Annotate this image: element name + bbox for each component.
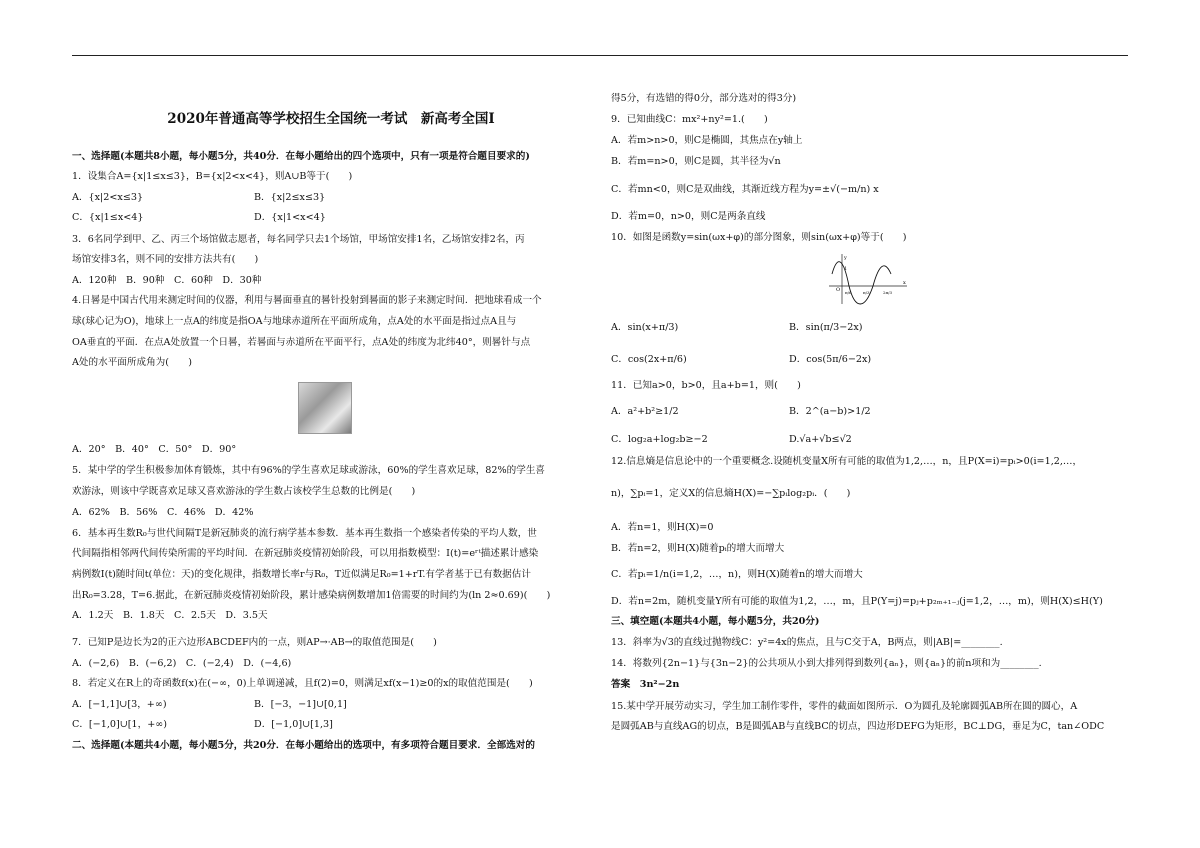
question-15-line2: 是圆弧AB与直线AG的切点，B是圆弧AB与直线BC的切点，四边形DEFG为矩形，BC⊥DG，垂足为C，tan∠ODC — [611, 721, 1105, 732]
q1-option-b: B．{x|2≤x≤3} — [254, 192, 326, 203]
question-6-line2: 代间隔指相邻两代间传染所需的平均时间．在新冠肺炎疫情初始阶段，可以用指数模型：I(t)=eʳᵗ描述累计感染 — [72, 548, 539, 559]
question-3-line1: 3．6名同学到甲、乙、丙三个场馆做志愿者，每名同学只去1个场馆，甲场馆安排1名，乙场馆安排2名，丙 — [72, 234, 525, 245]
q11-option-d: D.√a+√b≤√2 — [789, 434, 852, 445]
question-15-line1: 15.某中学开展劳动实习，学生加工制作零件，零件的截面如图所示．O为圆孔及轮廓圆弧AB所在圆的圆心，A — [611, 701, 1078, 712]
q10-option-c: C．cos(2x+π/6) — [611, 354, 687, 365]
q11-option-c: C．log₂a+log₂b≥−2 — [611, 434, 708, 445]
q1-option-a: A．{x|2<x≤3} — [72, 192, 144, 203]
sundial-figure — [298, 382, 352, 434]
q9-option-b: B．若m=n>0，则C是圆，其半径为√n — [611, 156, 781, 167]
graph-label-pi6: π/6 — [845, 290, 852, 295]
question-10: 10．如图是函数y=sin(ωx+φ)的部分图象，则sin(ωx+φ)等于( ) — [611, 232, 907, 243]
question-4-line3: OA垂直的平面．在点A处放置一个日晷，若晷面与赤道所在平面平行，点A处的纬度为北纬40°，则晷针与点 — [72, 337, 531, 348]
question-12-line2: n)，∑pᵢ=1，定义X的信息熵H(X)=−∑pᵢlog₂pᵢ．( ) — [611, 488, 851, 499]
q10-option-d: D．cos(5π/6−2x) — [789, 354, 872, 365]
question-13: 13．斜率为√3的直线过抛物线C：y²=4x的焦点，且与C交于A，B两点，则|AB|=________. — [611, 637, 1003, 648]
graph-label-origin: O — [836, 287, 841, 293]
question-6-line1: 6．基本再生数R₀与世代间隔T是新冠肺炎的流行病学基本参数．基本再生数指一个感染者传染的平均人数，世 — [72, 528, 537, 539]
question-12-line1: 12.信息熵是信息论中的一个重要概念.设随机变量X所有可能的取值为1,2,…，n，且P(X=i)=pᵢ>0(i=1,2,…， — [611, 456, 1083, 467]
sine-graph-figure — [827, 252, 909, 306]
question-5-line2: 欢游泳，则该中学既喜欢足球又喜欢游泳的学生数占该校学生总数的比例是( ) — [72, 486, 416, 497]
section-2-heading: 二、选择题(本题共4小题，每小题5分，共20分．在每小题给出的选项中，有多项符合题目要求．全部选对的 — [72, 740, 535, 751]
question-4-line1: 4.日晷是中国古代用来测定时间的仪器，利用与晷面垂直的晷针投射到晷面的影子来测定时间．把地球看成一个 — [72, 295, 542, 306]
section-1-heading: 一、选择题(本题共8小题，每小题5分，共40分．在每小题给出的四个选项中，只有一项是符合题目要求的) — [72, 151, 530, 162]
graph-label-y: y — [844, 255, 847, 261]
q9-option-d: D．若m=0，n>0，则C是两条直线 — [611, 211, 766, 222]
q11-option-a: A．a²+b²≥1/2 — [611, 406, 679, 417]
question-7: 7．已知P是边长为2的正六边形ABCDEF内的一点，则AP→·AB→的取值范围是( ) — [72, 637, 437, 648]
question-4-line2: 球(球心记为O)，地球上一点A的纬度是指OA与地球赤道所在平面所成角，点A处的水平面是指过点A且与 — [72, 316, 517, 327]
q1-option-d: D．{x|1<x<4} — [254, 212, 326, 223]
q1-option-c: C．{x|1≤x<4} — [72, 212, 144, 223]
section-2-continuation: 得5分，有选错的得0分，部分选对的得3分) — [611, 93, 797, 104]
q8-option-d: D．[−1,0]∪[1,3] — [254, 719, 333, 730]
graph-label-x: x — [903, 280, 906, 286]
q9-option-a: A．若m>n>0，则C是椭圆，其焦点在y轴上 — [611, 135, 803, 146]
q12-option-b: B．若n=2，则H(X)随着pᵢ的增大而增大 — [611, 543, 785, 554]
q11-option-b: B．2^(a−b)>1/2 — [789, 406, 871, 417]
question-6-options: A．1.2天 B．1.8天 C．2.5天 D．3.5天 — [72, 610, 268, 621]
q10-option-b: B．sin(π/3−2x) — [789, 322, 863, 333]
question-5-line1: 5．某中学的学生积极参加体育锻炼，其中有96%的学生喜欢足球或游泳，60%的学生喜欢足球，82%的学生喜 — [72, 465, 546, 476]
question-3-line2: 场馆安排3名，则不同的安排方法共有( ) — [72, 254, 259, 265]
q8-option-c: C．[−1,0]∪[1，+∞) — [72, 719, 167, 730]
question-9: 9．已知曲线C：mx²+ny²=1.( ) — [611, 114, 768, 125]
page-title: 2020年普通高等学校招生全国统一考试 新高考全国Ⅰ — [167, 111, 495, 127]
question-4-line4: A处的水平面所成角为( ) — [72, 357, 192, 368]
q10-option-a: A．sin(x+π/3) — [611, 322, 679, 333]
q12-option-a: A．若n=1，则H(X)=0 — [611, 522, 714, 533]
question-6-line4: 出R₀=3.28，T=6.据此，在新冠肺炎疫情初始阶段，累计感染病例数增加1倍需要的时间约为(ln 2≈0.69)( ) — [72, 590, 551, 601]
question-1: 1．设集合A={x|1≤x≤3}，B={x|2<x<4}，则A∪B等于( ) — [72, 171, 353, 182]
question-6-line3: 病例数I(t)随时间t(单位：天)的变化规律，指数增长率r与R₀，T近似满足R₀=1+rT.有学者基于已有数据估计 — [72, 569, 531, 580]
question-14: 14．将数列{2n−1}与{3n−2}的公共项从小到大排列得到数列{aₙ}，则{aₙ}的前n项和为________. — [611, 658, 1042, 669]
section-3-heading: 三、填空题(本题共4小题，每小题5分，共20分) — [611, 616, 820, 627]
q8-option-b: B．[−3，−1]∪[0,1] — [254, 699, 347, 710]
question-4-options: A．20° B．40° C．50° D．90° — [72, 444, 237, 455]
question-7-options: A．(−2,6) B．(−6,2) C．(−2,4) D．(−4,6) — [72, 658, 292, 669]
answer-14: 答案 3n²−2n — [611, 679, 680, 690]
q12-option-c: C．若pᵢ=1/n(i=1,2，…，n)，则H(X)随着n的增大而增大 — [611, 569, 863, 580]
question-11: 11．已知a>0，b>0，且a+b=1，则( ) — [611, 380, 801, 391]
header-rule — [72, 55, 1128, 56]
question-3-options: A．120种 B．90种 C．60种 D．30种 — [72, 275, 262, 286]
graph-label-one: 1 — [844, 266, 848, 272]
graph-label-2pi3: 2π/3 — [883, 290, 893, 295]
q8-option-a: A．[−1,1]∪[3，+∞) — [72, 699, 167, 710]
graph-label-pi3: π/3 — [863, 290, 870, 295]
sine-curve — [832, 262, 891, 304]
question-5-options: A．62% B．56% C．46% D．42% — [72, 507, 254, 518]
question-8: 8．若定义在R上的奇函数f(x)在(−∞，0)上单调递减，且f(2)=0，则满足xf(x−1)≥0的x的取值范围是( ) — [72, 678, 533, 689]
q12-option-d: D．若n=2m，随机变量Y所有可能的取值为1,2，…，m，且P(Y=j)=pⱼ+p₂ₘ₊₁₋ⱼ(j=1,2，…，m)，则H(X)≤H(Y) — [611, 596, 1103, 607]
q9-option-c: C．若mn<0，则C是双曲线，其渐近线方程为y=±√(−m/n) x — [611, 184, 879, 195]
